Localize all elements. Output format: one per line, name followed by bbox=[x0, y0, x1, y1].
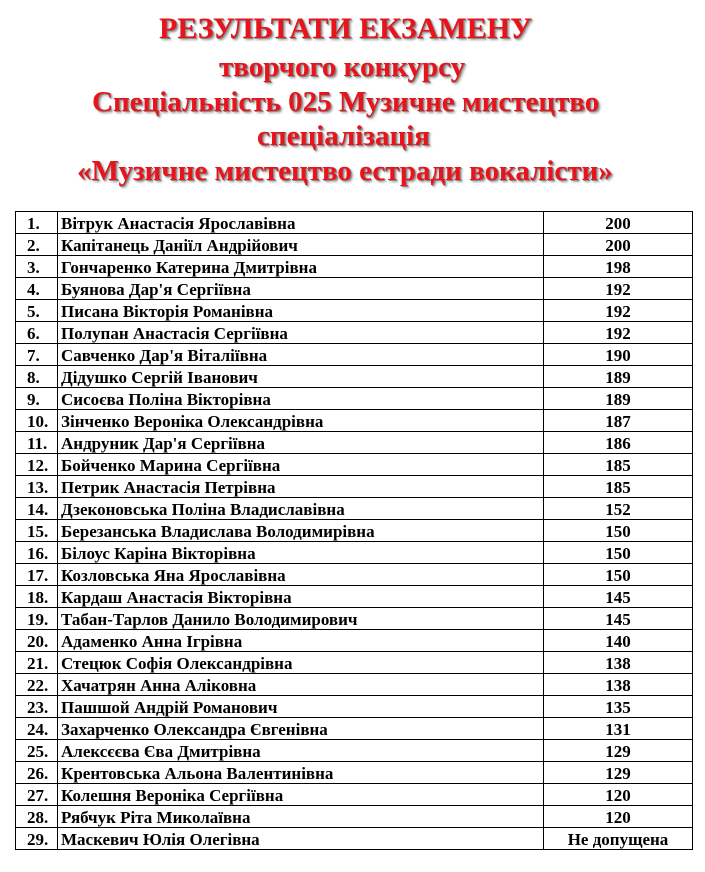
exam-score: 140 bbox=[544, 630, 693, 652]
document-header bbox=[0, 0, 705, 200]
exam-score: 186 bbox=[544, 432, 693, 454]
exam-score: 145 bbox=[544, 608, 693, 630]
applicant-name: Андруник Дар'я Сергіївна bbox=[58, 432, 544, 454]
table-row bbox=[16, 322, 693, 344]
exam-score: 138 bbox=[544, 674, 693, 696]
table-row bbox=[16, 696, 693, 718]
applicant-name: Крентовська Альона Валентинівна bbox=[58, 762, 544, 784]
subtitle-specialization-name: «Музичне мистецтво естради вокалісти» bbox=[77, 155, 613, 187]
applicant-name: Петрик Анастасія Петрівна bbox=[58, 476, 544, 498]
row-number: 8. bbox=[16, 366, 58, 388]
applicant-name: Вітрук Анастасія Ярославівна bbox=[58, 212, 544, 234]
exam-score: 145 bbox=[544, 586, 693, 608]
exam-score: 185 bbox=[544, 454, 693, 476]
row-number: 9. bbox=[16, 388, 58, 410]
applicant-name: Маскевич Юлія Олегівна bbox=[58, 828, 544, 850]
row-number: 12. bbox=[16, 454, 58, 476]
applicant-name: Козловська Яна Ярославівна bbox=[58, 564, 544, 586]
table-row bbox=[16, 476, 693, 498]
table-row bbox=[16, 718, 693, 740]
exam-score: 138 bbox=[544, 652, 693, 674]
row-number: 19. bbox=[16, 608, 58, 630]
applicant-name: Дідушко Сергій Іванович bbox=[58, 366, 544, 388]
applicant-name: Стецюк Софія Олександрівна bbox=[58, 652, 544, 674]
table-row bbox=[16, 520, 693, 542]
exam-score: 131 bbox=[544, 718, 693, 740]
results-table bbox=[15, 211, 693, 850]
exam-score: 187 bbox=[544, 410, 693, 432]
exam-score: 152 bbox=[544, 498, 693, 520]
applicant-name: Полупан Анастасія Сергіївна bbox=[58, 322, 544, 344]
applicant-name: Захарченко Олександра Євгенівна bbox=[58, 718, 544, 740]
row-number: 21. bbox=[16, 652, 58, 674]
subtitle-specialty: Спеціальність 025 Музичне мистецтво bbox=[92, 86, 600, 118]
exam-score: 150 bbox=[544, 542, 693, 564]
applicant-name: Капітанець Даніїл Андрійович bbox=[58, 234, 544, 256]
exam-score: 185 bbox=[544, 476, 693, 498]
row-number: 4. bbox=[16, 278, 58, 300]
exam-score: 192 bbox=[544, 300, 693, 322]
row-number: 28. bbox=[16, 806, 58, 828]
applicant-name: Пашшой Андрій Романович bbox=[58, 696, 544, 718]
exam-score: 129 bbox=[544, 762, 693, 784]
applicant-name: Буянова Дар'я Сергіївна bbox=[58, 278, 544, 300]
exam-score: 150 bbox=[544, 520, 693, 542]
applicant-name: Колешня Вероніка Сергіївна bbox=[58, 784, 544, 806]
table-row bbox=[16, 652, 693, 674]
table-row bbox=[16, 234, 693, 256]
subtitle-specialization-label: спеціалізація bbox=[257, 120, 430, 152]
applicant-name: Хачатрян Анна Аліковна bbox=[58, 674, 544, 696]
exam-score: 190 bbox=[544, 344, 693, 366]
exam-score: 200 bbox=[544, 212, 693, 234]
applicant-name: Гончаренко Катерина Дмитрівна bbox=[58, 256, 544, 278]
row-number: 1. bbox=[16, 212, 58, 234]
applicant-name: Бойченко Марина Сергіївна bbox=[58, 454, 544, 476]
row-number: 27. bbox=[16, 784, 58, 806]
row-number: 20. bbox=[16, 630, 58, 652]
table-row bbox=[16, 366, 693, 388]
row-number: 15. bbox=[16, 520, 58, 542]
table-row bbox=[16, 586, 693, 608]
table-row bbox=[16, 740, 693, 762]
applicant-name: Зінченко Вероніка Олександрівна bbox=[58, 410, 544, 432]
title-exam-results: РЕЗУЛЬТАТИ ЕКЗАМЕНУ bbox=[159, 12, 533, 45]
applicant-name: Березанська Владислава Володимирівна bbox=[58, 520, 544, 542]
row-number: 16. bbox=[16, 542, 58, 564]
row-number: 5. bbox=[16, 300, 58, 322]
table-row bbox=[16, 498, 693, 520]
table-row bbox=[16, 300, 693, 322]
exam-score: 192 bbox=[544, 278, 693, 300]
row-number: 18. bbox=[16, 586, 58, 608]
table-row bbox=[16, 410, 693, 432]
row-number: 14. bbox=[16, 498, 58, 520]
table-row bbox=[16, 454, 693, 476]
row-number: 13. bbox=[16, 476, 58, 498]
table-row bbox=[16, 256, 693, 278]
applicant-name: Сисоєва Поліна Вікторівна bbox=[58, 388, 544, 410]
row-number: 22. bbox=[16, 674, 58, 696]
applicant-name: Рябчук Ріта Миколаївна bbox=[58, 806, 544, 828]
row-number: 10. bbox=[16, 410, 58, 432]
applicant-name: Кардаш Анастасія Вікторівна bbox=[58, 586, 544, 608]
table-row bbox=[16, 388, 693, 410]
table-row bbox=[16, 630, 693, 652]
row-number: 11. bbox=[16, 432, 58, 454]
exam-score: 120 bbox=[544, 806, 693, 828]
row-number: 24. bbox=[16, 718, 58, 740]
row-number: 26. bbox=[16, 762, 58, 784]
exam-score: 198 bbox=[544, 256, 693, 278]
table-row bbox=[16, 432, 693, 454]
table-row bbox=[16, 608, 693, 630]
table-row bbox=[16, 828, 693, 850]
table-row bbox=[16, 212, 693, 234]
row-number: 17. bbox=[16, 564, 58, 586]
applicant-name: Табан-Тарлов Данило Володимирович bbox=[58, 608, 544, 630]
table-row bbox=[16, 762, 693, 784]
exam-score: Не допущена bbox=[544, 828, 693, 850]
applicant-name: Алексєєва Єва Дмитрівна bbox=[58, 740, 544, 762]
applicant-name: Адаменко Анна Ігрівна bbox=[58, 630, 544, 652]
exam-score: 150 bbox=[544, 564, 693, 586]
row-number: 3. bbox=[16, 256, 58, 278]
applicant-name: Білоус Каріна Вікторівна bbox=[58, 542, 544, 564]
row-number: 6. bbox=[16, 322, 58, 344]
results-table-body bbox=[16, 212, 693, 850]
exam-score: 189 bbox=[544, 388, 693, 410]
row-number: 23. bbox=[16, 696, 58, 718]
row-number: 29. bbox=[16, 828, 58, 850]
table-row bbox=[16, 344, 693, 366]
row-number: 7. bbox=[16, 344, 58, 366]
table-row bbox=[16, 278, 693, 300]
exam-score: 129 bbox=[544, 740, 693, 762]
row-number: 25. bbox=[16, 740, 58, 762]
subtitle-creative-contest: творчого конкурсу bbox=[219, 51, 466, 83]
table-row bbox=[16, 564, 693, 586]
table-row bbox=[16, 674, 693, 696]
table-row bbox=[16, 542, 693, 564]
applicant-name: Дзеконовська Поліна Владиславівна bbox=[58, 498, 544, 520]
applicant-name: Писана Вікторія Романівна bbox=[58, 300, 544, 322]
table-row bbox=[16, 806, 693, 828]
exam-score: 192 bbox=[544, 322, 693, 344]
table-row bbox=[16, 784, 693, 806]
exam-score: 189 bbox=[544, 366, 693, 388]
row-number: 2. bbox=[16, 234, 58, 256]
exam-score: 120 bbox=[544, 784, 693, 806]
exam-score: 200 bbox=[544, 234, 693, 256]
exam-score: 135 bbox=[544, 696, 693, 718]
applicant-name: Савченко Дар'я Віталіївна bbox=[58, 344, 544, 366]
